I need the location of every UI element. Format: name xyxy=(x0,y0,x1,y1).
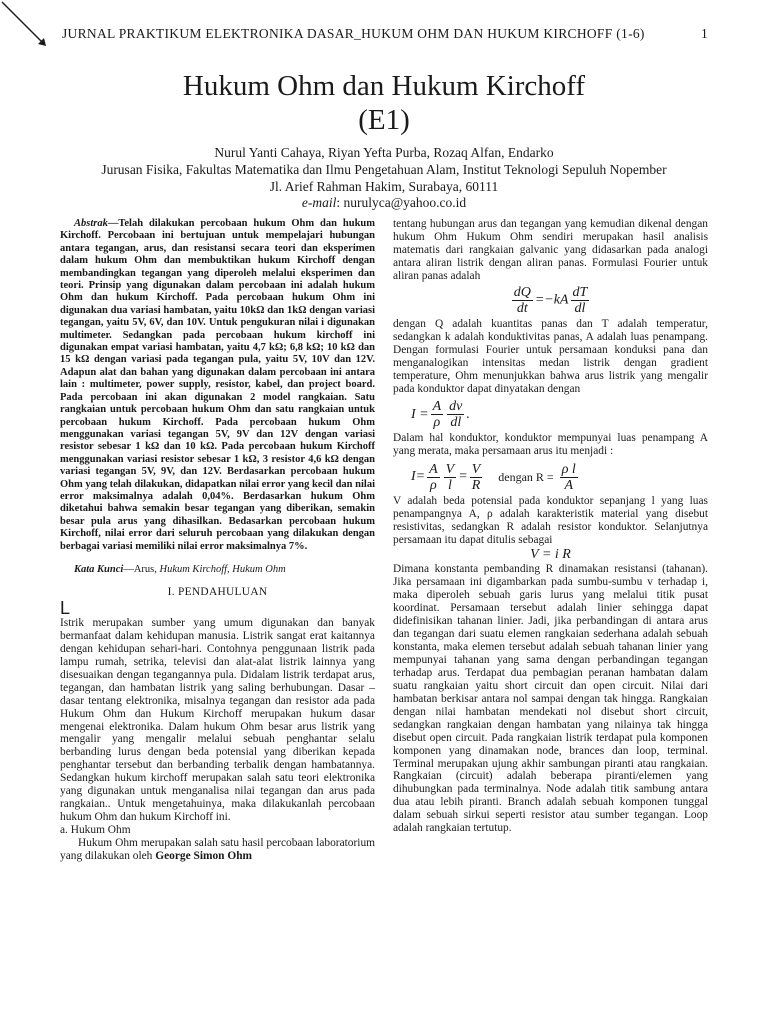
eq2-lhs: I = xyxy=(411,406,429,422)
keywords-label: Kata Kunci xyxy=(74,563,124,575)
eq3-text: dengan R = xyxy=(498,470,554,485)
subsection-paragraph xyxy=(60,837,375,863)
abstract-text: —Telah dilakukan percobaan hukum Ohm dan hukum Kirchoff. Percobaan ini bertujuan untuk mempelajari hubungan antara tegangan, arus, dan resistansi secara teori dan eksperimen dalam hukum Ohm dan membuktikan hukum Kirchoff dengan membandingkan tegangan yang diperoleh melalui eksperimen dan teori. Prinsip yang digunakan dalam percobaan ini adalah hukum Ohm dan hukum Kirchoff. Pada percobaan hukum Ohm ini digunakan dua variasi hambatan, yaitu 10kΩ dan 1kΩ dengan variasi tegangan, yaitu 5V, 6V, dan 10V. Untuk pengukuran nilai i digunakan multimeter. Sedangkan pada percobaan hukum kirchoff ini digunakan empat variasi hambatan, yaitu 4,7 kΩ; 6,8 kΩ; 10 kΩ dan 15 kΩ dengan variasi pada tegangan pula, yaitu 5V, 10V dan 12V. Adapun alat dan bahan yang digunakan dalam percobaan ini antara lain : multimeter, power supply, resistor, kabel, dan project board. Pada percobaan ini akan digunakan 2 model rangkaian. Satu rangkaian untuk percobaan hukum Ohm dan satu rangkaian untuk percobaan hukum Kirchoff. Pada percobaan hukum Ohm menggunakan variasi tegangan 5V, 9V dan 12V dengan variasi resistor sebesar 1 kΩ dan 10 kΩ. Pada percobaan hukum Kirchoff menggunakan variasi resistor sebesar 1 kΩ, 3 resistor 4,6 kΩ dengan variasi tegangan 5V, 9V, dan 12V. Berdasarkan percobaan hukum Ohm yang telah dilakukan, didapatkan nilai error yang kecil dan nilai error maksimalnya adalah 0,04%. Berdasarkan hukum Ohm diketahui bahwa semakin besar tegangan yang diberikan, semakin besar pula arus yang dihasilkan. Bedasarkan percobaan hukum Kirchoff, nilai error dari seluruh percobaan yang dilakukan dengan berbagai variasi memiliki nilai error maksimalnya 7%. xyxy=(60,218,375,552)
eq1-lhs-den: dt xyxy=(516,300,528,316)
eq3-f3-den: R xyxy=(471,478,481,494)
vir-equation: V = i R xyxy=(530,547,571,563)
eq1-mid: =−kA xyxy=(534,292,569,308)
right-paragraph-5: Dimana konstanta pembanding R dinamakan resistansi (tahanan). Jika persamaan ini digambarkan pada sumbu-sumbu v terhadap i, maka diperoleh sebuah garis lurus yang melalui titik pusat koordinat. Persamaan tersebut adalah linier sehingga dapat didefinisikan tahanan linier. Jadi, jika perbandingan di antara arus dan tegangan dari suatu elemen rangkaian sederhana adalah sebuah konstanta, maka elemen tersebut adalah sebuah tahanan linier yang mempunyai tahanan yang sama dengan perbandingan tegangan terhadap arus. Terdapat dua pembagian peranan hambatan dalam suatu rangkaian yaitu short circuit dan open circuit. Nilai dari hambatan berkisar antara nol sampai dengan tak hingga. Rangkaian dengan nilai hambatan mendekati nol disebut short circuit, sedangkan rangkaian dengan hambatan yang nilainya tak hingga disebut open circuit. Pada rangkaian listrik terdapat pula komponen komponen yang dinamakan node, brances dan loop, terminal. Terminal merupakan ujung akhir sambungan piranti atau rangkaian. Rangkaian (circuit) adalah beberapa piranti/elemen yang dihubungkan pada terminalnya. Node adalah titik sambung antara dua atau lebih piranti. Branch adalah sebuah komponen tunggal dalam sebuah sirkui seperti resistor atau sumber tegangan. Loop adalah rangkaian tertutup. xyxy=(393,563,708,835)
eq1-rhs-den: dl xyxy=(574,300,586,316)
ohm-current-equation xyxy=(411,399,708,430)
dropcap: L xyxy=(60,597,71,618)
right-paragraph-1: tentang hubungan arus dan tegangan yang kemudian dikenal dengan hukum Ohm Hukum Ohm sendiri merupakan hasil analisis matematis dari rangkaian galvanic yang didasarkan pada analogi antara aliran listrik dengan aliran panas. Formulasi Fourier untuk aliran panas adalah xyxy=(393,218,708,282)
eq1-rhs-num: dT xyxy=(572,284,588,300)
fourier-equation xyxy=(393,285,708,316)
institution: Jurusan Fisika, Fakultas Matematika dan Ilmu Pengetahuan Alam, Institut Teknologi Sepuluh Nopember xyxy=(101,162,667,177)
email-value: : nurulyca@yahoo.co.id xyxy=(336,195,467,210)
eq3-lhs: I= xyxy=(411,469,426,485)
eq3-f1-num: A xyxy=(429,462,438,478)
eq3-f4-den: A xyxy=(564,478,574,494)
intro-paragraph: Istrik merupakan sumber yang umum digunakan dan banyak bermanfaat dalam kehidupan manusia. Listrik sangat erat kaitannya dengan kehidupan sehari-hari. Contohnya penggunaan listrik pada lampu rumah, setrika, televisi dan alat-alat listrik lainnya yang disesuaikan dengan tegangannya pula. Didalam listrik terdapat arus, tegangan, dan hambatan listrik yang saling berhubungan. Dasar – dasar tentang elektronika, misalnya tegangan dan resistor ada pada Hukum Ohm dan Hukum Kirchoff merupakan hukum dasar mengenai elektronika. Dalam hukum Ohm besar arus listrik yang mengalir yang mengalir melalui sebuah penghantar selalu berbanding lurus dengan beda potensial yang diberikan kepada penghantar tersebut dan berbanding terbalik dengan hambatannya. Sedangkan hukum kirchoff merupakan salah satu teori elektronika yang digunakan untuk menganalisa nilai tegangan dan arus pada rangkaian.. Untuk mengetahuinya, maka dilakukanlah percobaan hukum Ohm dan hukum Kirchoff ini. xyxy=(60,616,375,824)
abstract-label: Abstrak xyxy=(74,218,108,229)
ohm-name: George Simon Ohm xyxy=(155,850,253,863)
keywords-dash: —Arus, xyxy=(123,563,160,575)
right-column xyxy=(393,218,708,835)
section-heading: I. PENDAHULUAN xyxy=(167,585,268,598)
left-column xyxy=(60,218,375,863)
paper-code: (E1) xyxy=(358,104,410,136)
eq2-f1-num: A xyxy=(432,399,442,415)
address: Jl. Arief Rahman Hakim, Surabaya, 60111 xyxy=(269,179,499,194)
eq2-f2-num: dv xyxy=(449,399,463,415)
eq3-f2-num: V xyxy=(445,462,455,478)
running-title: JURNAL PRAKTIKUM ELEKTRONIKA DASAR_HUKUM OHM DAN HUKUM KIRCHOFF (1-6) xyxy=(62,26,645,41)
eq3-f3-num: V xyxy=(471,462,481,478)
paper-title: Hukum Ohm dan Hukum Kirchoff xyxy=(182,70,586,102)
email-line xyxy=(0,194,768,211)
eq3-f2-den: l xyxy=(448,478,452,494)
eq2-end: . xyxy=(466,406,470,422)
author-names: Nurul Yanti Cahaya, Riyan Yefta Purba, Rozaq Alfan, Endarko xyxy=(214,145,554,160)
eq2-f2-den: dl xyxy=(450,415,462,431)
eq3-eq: = xyxy=(458,469,468,485)
right-paragraph-4: V adalah beda potensial pada konduktor sepanjang l yang luas penampangnya A, ρ adalah karakteristik material yang disebut resistivitas, sedangkan R adalah resistor konduktor. Selanjutnya persamaan itu dapat ditulis sebagai xyxy=(393,495,708,547)
right-paragraph-2: dengan Q adalah kuantitas panas dan T adalah temperatur, sedangkan k adalah konduktivitas panas, A adalah luas penampang. Dengan formulasi Fourier untuk persamaan konduksi pana dan menganalogikan intensitas medan listrik dengan gradient temperature, Ohm menunjukkan bahwa arus listrik yang mengalir pada konduktor dapat dinyatakan dengan xyxy=(393,317,708,395)
subsection-text: Hukum Ohm merupakan salah satu hasil percobaan laboratorium yang dilakukan oleh xyxy=(60,837,375,863)
eq2-f1-den: ρ xyxy=(433,415,441,431)
keywords-terms: Hukum Kirchoff, Hukum Ohm xyxy=(159,563,286,575)
eq1-lhs-num: dQ xyxy=(513,284,531,300)
eq3-f4-num: ρ l xyxy=(561,462,576,478)
keywords xyxy=(60,564,375,577)
right-paragraph-3: Dalam hal konduktor, konduktor mempunyai luas penampang A yang merata, maka persamaan arus itu menjadi : xyxy=(393,432,708,458)
email-label: e-mail xyxy=(301,195,337,210)
subsection-heading: a. Hukum Ohm xyxy=(60,824,131,837)
abstract xyxy=(60,218,375,553)
page-number: 1 xyxy=(701,26,708,41)
corner-arrow-icon xyxy=(0,0,50,50)
conductor-equation xyxy=(411,462,708,493)
eq3-f1-den: ρ xyxy=(430,478,437,494)
